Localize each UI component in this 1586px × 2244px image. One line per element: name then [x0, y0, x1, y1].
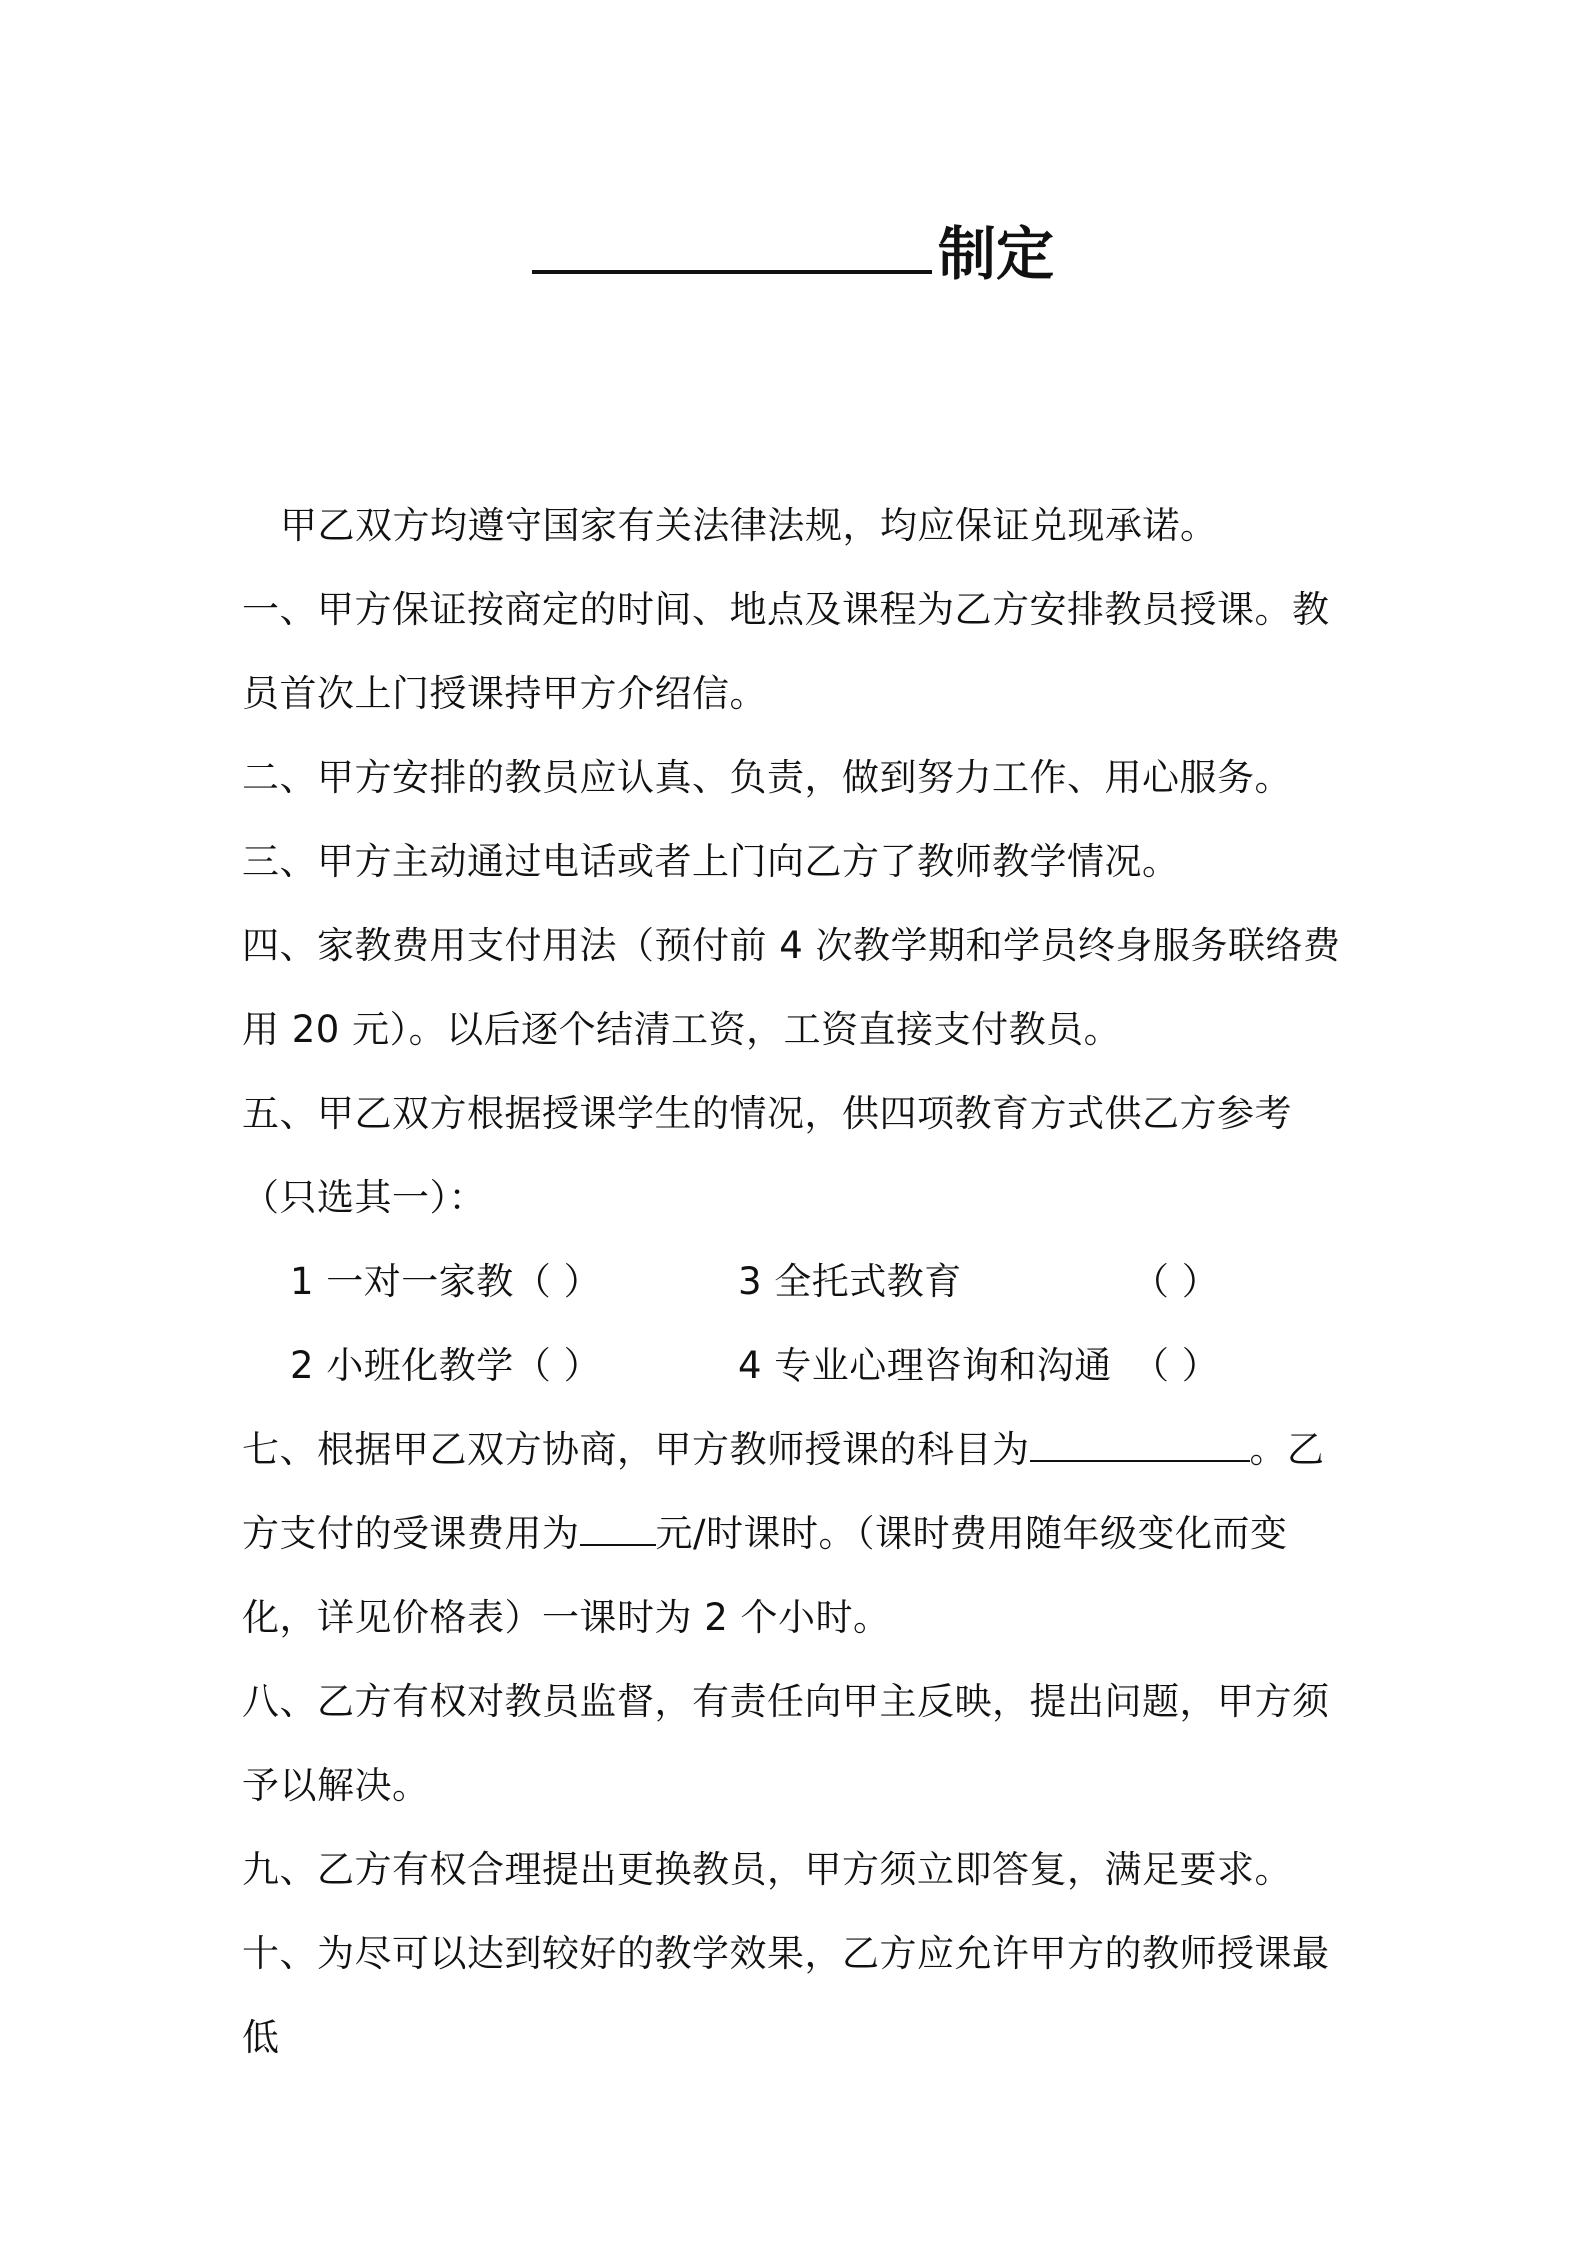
option-checkbox: （ ） — [1132, 1260, 1220, 1303]
clause-7-part-2: 。乙方支付的受课费用为 — [242, 1428, 1325, 1555]
option-checkbox: （ ） — [513, 1260, 602, 1303]
options-row-2 — [242, 1324, 1352, 1408]
clause-9: 九、乙方有权合理提出更换教员，甲方须立即答复，满足要求。 — [242, 1848, 1292, 1891]
clause-1: 一、甲方保证按商定的时间、地点及课程为乙方安排教员授课。教员首次上门授课持甲方介绍信。 — [242, 588, 1330, 715]
fee-blank — [580, 1508, 656, 1546]
option-counseling — [738, 1324, 1298, 1408]
clause-5: 五、甲乙双方根据授课学生的情况，供四项教育方式供乙方参考（只选其一）： — [242, 1092, 1292, 1219]
clause-7 — [242, 1408, 1352, 1660]
option-checkbox: （ ） — [1132, 1344, 1220, 1387]
option-label: 1 一对一家教 — [290, 1260, 514, 1303]
option-label: 2 小班化教学 — [290, 1344, 514, 1387]
clause-3: 三、甲方主动通过电话或者上门向乙方了教师教学情况。 — [242, 840, 1180, 883]
intro-paragraph: 甲乙双方均遵守国家有关法律法规，均应保证兑现承诺。 — [280, 504, 1218, 547]
title-blank-line — [532, 210, 932, 274]
option-label: 3 全托式教育 — [738, 1260, 962, 1303]
option-checkbox: （ ） — [513, 1344, 602, 1387]
clause-10: 十、为尽可以达到较好的教学效果，乙方应允许甲方的教师授课最低 — [242, 1932, 1330, 2059]
option-small-class — [290, 1324, 738, 1408]
clause-8: 八、乙方有权对教员监督，有责任向甲主反映，提出问题，甲方须予以解决。 — [242, 1680, 1330, 1807]
clause-7-part-3: 元/时课时。（课时费用随年级变化而变化，详见价格表）一课时为 2 个小时。 — [242, 1512, 1288, 1639]
document-body — [242, 484, 1352, 2080]
option-label: 4 专业心理咨询和沟通 — [738, 1344, 1112, 1387]
subject-blank — [1030, 1424, 1250, 1462]
options-row-1 — [242, 1240, 1352, 1324]
title-text: 制定 — [937, 220, 1054, 288]
clause-4: 四、家教费用支付用法（预付前 4 次教学期和学员终身服务联络费用 20 元）。以后逐个结清工资，工资直接支付教员。 — [242, 924, 1341, 1051]
document-title — [0, 210, 1586, 294]
clause-7-part-1: 七、根据甲乙双方协商，甲方教师授课的科目为 — [242, 1428, 1030, 1471]
option-full-care — [738, 1240, 1298, 1324]
clause-2: 二、甲方安排的教员应认真、负责，做到努力工作、用心服务。 — [242, 756, 1292, 799]
option-one-on-one — [290, 1240, 738, 1324]
